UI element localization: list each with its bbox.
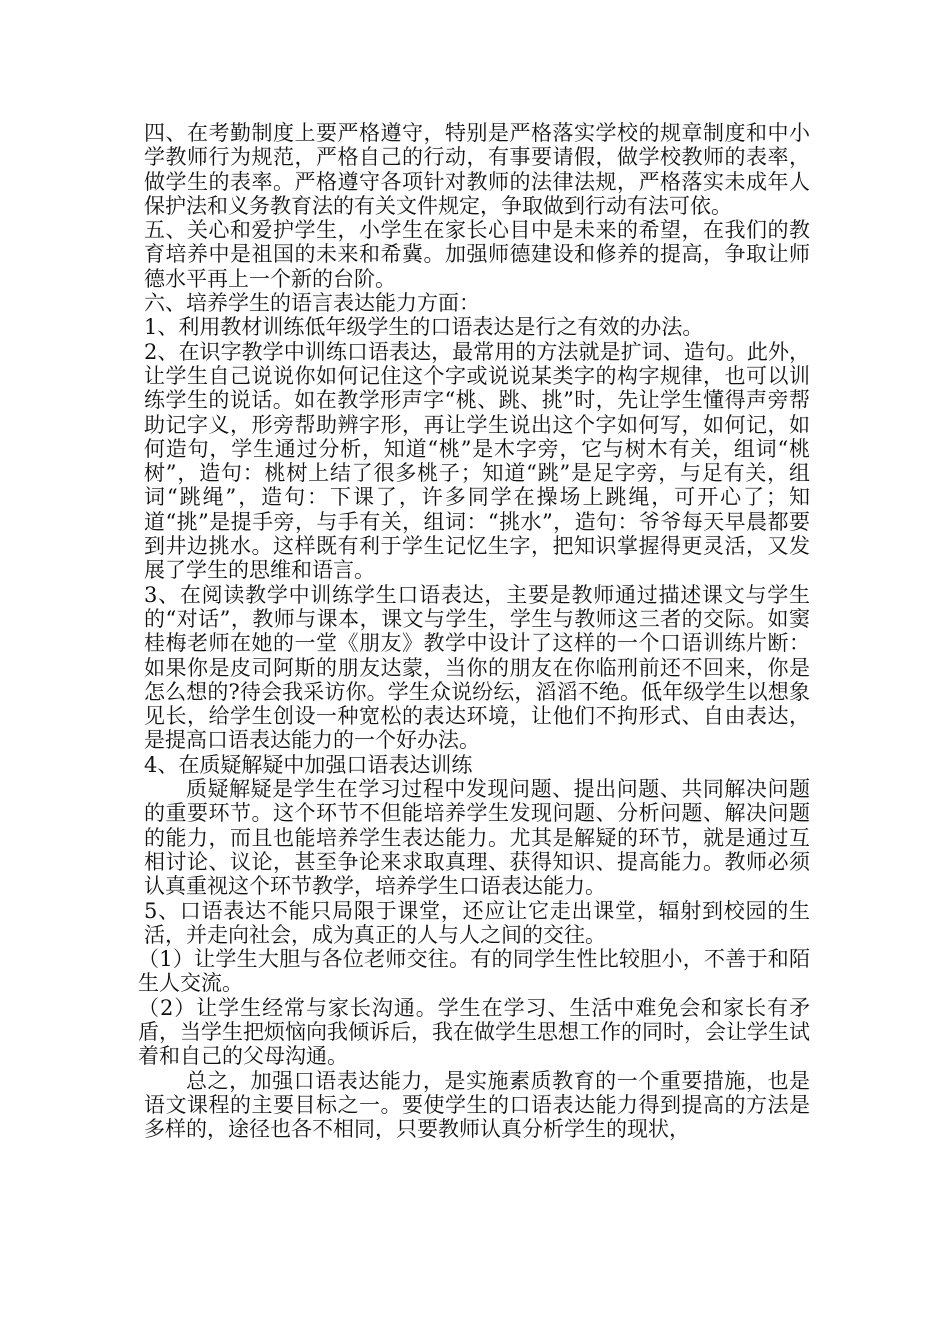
paragraph-conclusion: 总之，加强口语表达能力，是实施素质教育的一个重要措施，也是语文课程的主要目标之一。要使学生的口语表达能力得到提高的方法是多样的，途径也各不相同，只要教师认真分析学生的现状， bbox=[144, 1068, 810, 1142]
paragraph-item-5: 5、口语表达不能只局限于课堂，还应让它走出课堂，辐射到校园的生活，并走向社会，成为真正的人与人之间的交往。 bbox=[144, 898, 810, 947]
paragraph-item-3: 3、在阅读教学中训练学生口语表达，主要是教师通过描述课文与学生的“对话”，教师与课本，课文与学生，学生与教师这三者的交际。如窦桂梅老师在她的一堂《朋友》教学中设计了这样的一个口语训练片断：如果你是皮司阿斯的朋友达蒙，当你的朋友在你临刑前还不回来，你是怎么想的?待会我采访你。学生众说纷纭，滔滔不绝。低年级学生以想象见长，给学生创设一种宽松的表达环境，让他们不拘形式、自由表达，是提高口语表达能力的一个好办法。 bbox=[144, 582, 810, 753]
paragraph-section-5: 五、关心和爱护学生，小学生在家长心目中是未来的希望，在我们的教育培养中是祖国的未来和希冀。加强师德建设和修养的提高，争取让师德水平再上一个新的台阶。 bbox=[144, 218, 810, 291]
paragraph-sub-item-1: （1）让学生大胆与各位老师交往。有的同学生性比较胆小，不善于和陌生人交流。 bbox=[138, 947, 810, 996]
paragraph-item-2: 2、在识字教学中训练口语表达，最常用的方法就是扩词、造句。此外，让学生自己说说你如何记住这个字或说说某类字的构字规律，也可以训练学生的说话。如在教学形声字“桃、跳、挑”时，先让学生懂得声旁帮助记字义，形旁帮助辨字形，再让学生说出这个字如何写，如何记，如何造句，学生通过分析，知道“桃”是木字旁，它与树木有关，组词“桃树”，造句：桃树上结了很多桃子；知道“跳”是足字旁，与足有关，组词“跳绳”，造句：下课了，许多同学在操场上跳绳，可开心了；知道“挑”是提手旁，与手有关，组词：“挑水”，造句：爷爷每天早晨都要到井边挑水。这样既有利于学生记忆生字，把知识掌握得更灵活，又发展了学生的思维和语言。 bbox=[144, 339, 810, 583]
document-body bbox=[138, 121, 810, 1142]
paragraph-item-1: 1、利用教材训练低年级学生的口语表达是行之有效的办法。 bbox=[144, 315, 704, 340]
paragraph-item-4-heading: 4、在质疑解疑中加强口语表达训练 bbox=[144, 752, 473, 777]
paragraph-section-6-heading: 六、培养学生的语言表达能力方面： bbox=[144, 291, 480, 316]
paragraph-item-4-body: 质疑解疑是学生在学习过程中发现问题、提出问题、共同解决问题的重要环节。这个环节不但能培养学生发现问题、分析问题、解决问题的能力，而且也能培养学生表达能力。尤其是解疑的环节，就是通过互相讨论、议论，甚至争论来求取真理、获得知识、提高能力。教师必须认真重视这个环节教学，培养学生口语表达能力。 bbox=[144, 777, 810, 899]
paragraph-section-4: 四、在考勤制度上要严格遵守，特别是严格落实学校的规章制度和中小学教师行为规范，严格自己的行动，有事要请假，做学校教师的表率，做学生的表率。严格遵守各项针对教师的法律法规，严格落实未成年人保护法和义务教育法的有关文件规定，争取做到行动有法可依。 bbox=[144, 121, 810, 218]
paragraph-sub-item-2: （2）让学生经常与家长沟通。学生在学习、生活中难免会和家长有矛盾，当学生把烦恼向我倾诉后，我在做学生思想工作的同时，会让学生试着和自己的父母沟通。 bbox=[138, 995, 810, 1069]
